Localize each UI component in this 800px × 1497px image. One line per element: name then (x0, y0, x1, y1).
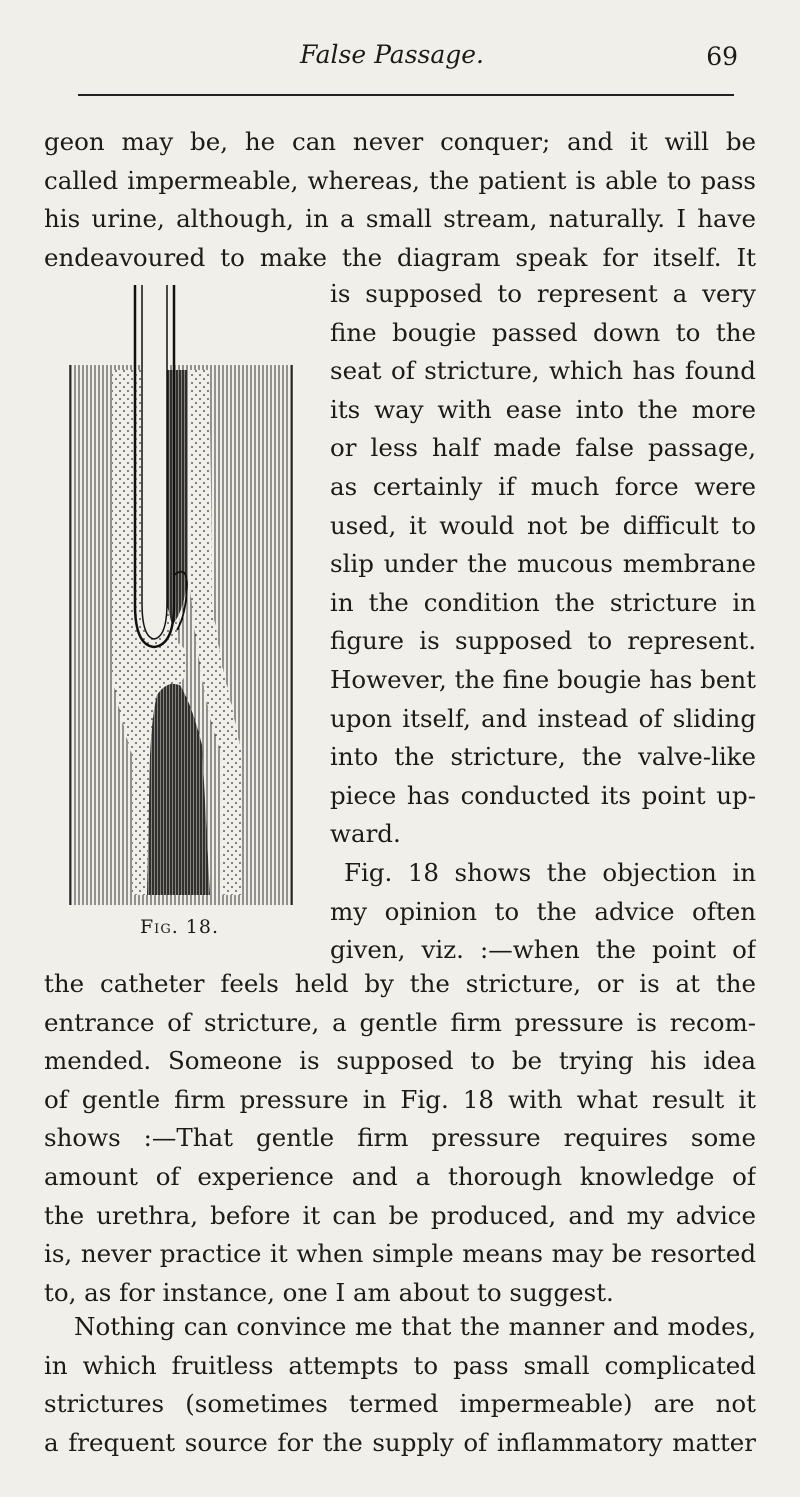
text-line: figure is supposed to represent. (330, 626, 756, 656)
header-rule (78, 94, 734, 96)
text-line: slip under the mucous membrane (330, 549, 756, 579)
page-number: 69 (706, 42, 738, 71)
text-line: as certainly if much force were (330, 471, 756, 501)
text-line: seat of stricture, which has found (330, 356, 756, 386)
text-line: shows :—That gentle firm pressure requires some (44, 1123, 756, 1153)
text-line: endeavoured to make the diagram speak for itself. It (44, 242, 756, 272)
text-line: Nothing can convince me that the manner and modes, (74, 1312, 756, 1341)
figure-caption: Fig. 18. (140, 916, 219, 938)
text-line: of gentle firm pressure in Fig. 18 with what result it (44, 1084, 756, 1114)
text-line: strictures (sometimes termed impermeable) are not (44, 1389, 756, 1419)
text-line: called impermeable, whereas, the patient is able to pass (44, 165, 756, 195)
figure-18-illustration (62, 285, 312, 910)
text-line: its way with ease into the more (330, 394, 756, 424)
text-line: to, as for instance, one I am about to suggest. (44, 1277, 614, 1307)
text-line: used, it would not be difficult to (330, 510, 756, 540)
text-line: mended. Someone is supposed to be trying his idea (44, 1046, 756, 1076)
text-line: ward. (330, 819, 401, 849)
text-line: Fig. 18 shows the objection in (344, 857, 756, 887)
text-line: amount of experience and a thorough knowledge of (44, 1161, 756, 1191)
text-line: his urine, although, in a small stream, naturally. I have (44, 204, 756, 234)
text-line: is supposed to represent a very (330, 279, 756, 308)
text-line: the catheter feels held by the stricture, or is at the (44, 969, 756, 998)
text-line: entrance of stricture, a gentle firm pressure is recom- (44, 1007, 756, 1037)
paragraph-next (44, 1308, 756, 1462)
running-title: False Passage. (299, 40, 485, 69)
paragraph-bottom (44, 965, 756, 1312)
text-line: the urethra, before it can be produced, and my advice (44, 1200, 756, 1230)
text-line: is, never practice it when simple means may be resorted (44, 1239, 756, 1269)
text-line: upon itself, and instead of sliding (330, 703, 756, 733)
text-line: fine bougie passed down to the (330, 317, 756, 347)
text-line: my opinion to the advice often (330, 896, 756, 926)
paragraph-top (44, 123, 756, 277)
text-line: However, the fine bougie has bent (330, 664, 756, 694)
text-line: into the stricture, the valve-like (330, 742, 756, 772)
page-header (46, 40, 738, 80)
text-line: or less half made false passage, (330, 433, 756, 463)
text-line: in which fruitless attempts to pass small complicated (44, 1350, 756, 1380)
text-line: in the condition the stricture in (330, 587, 756, 617)
paragraph-side (330, 275, 756, 970)
text-line: given, viz. :—when the point of (330, 935, 756, 965)
text-line: geon may be, he can never conquer; and it will be (44, 127, 756, 156)
text-line: piece has conducted its point up- (330, 780, 756, 810)
text-line: a frequent source for the supply of inflammatory matter (44, 1427, 756, 1457)
